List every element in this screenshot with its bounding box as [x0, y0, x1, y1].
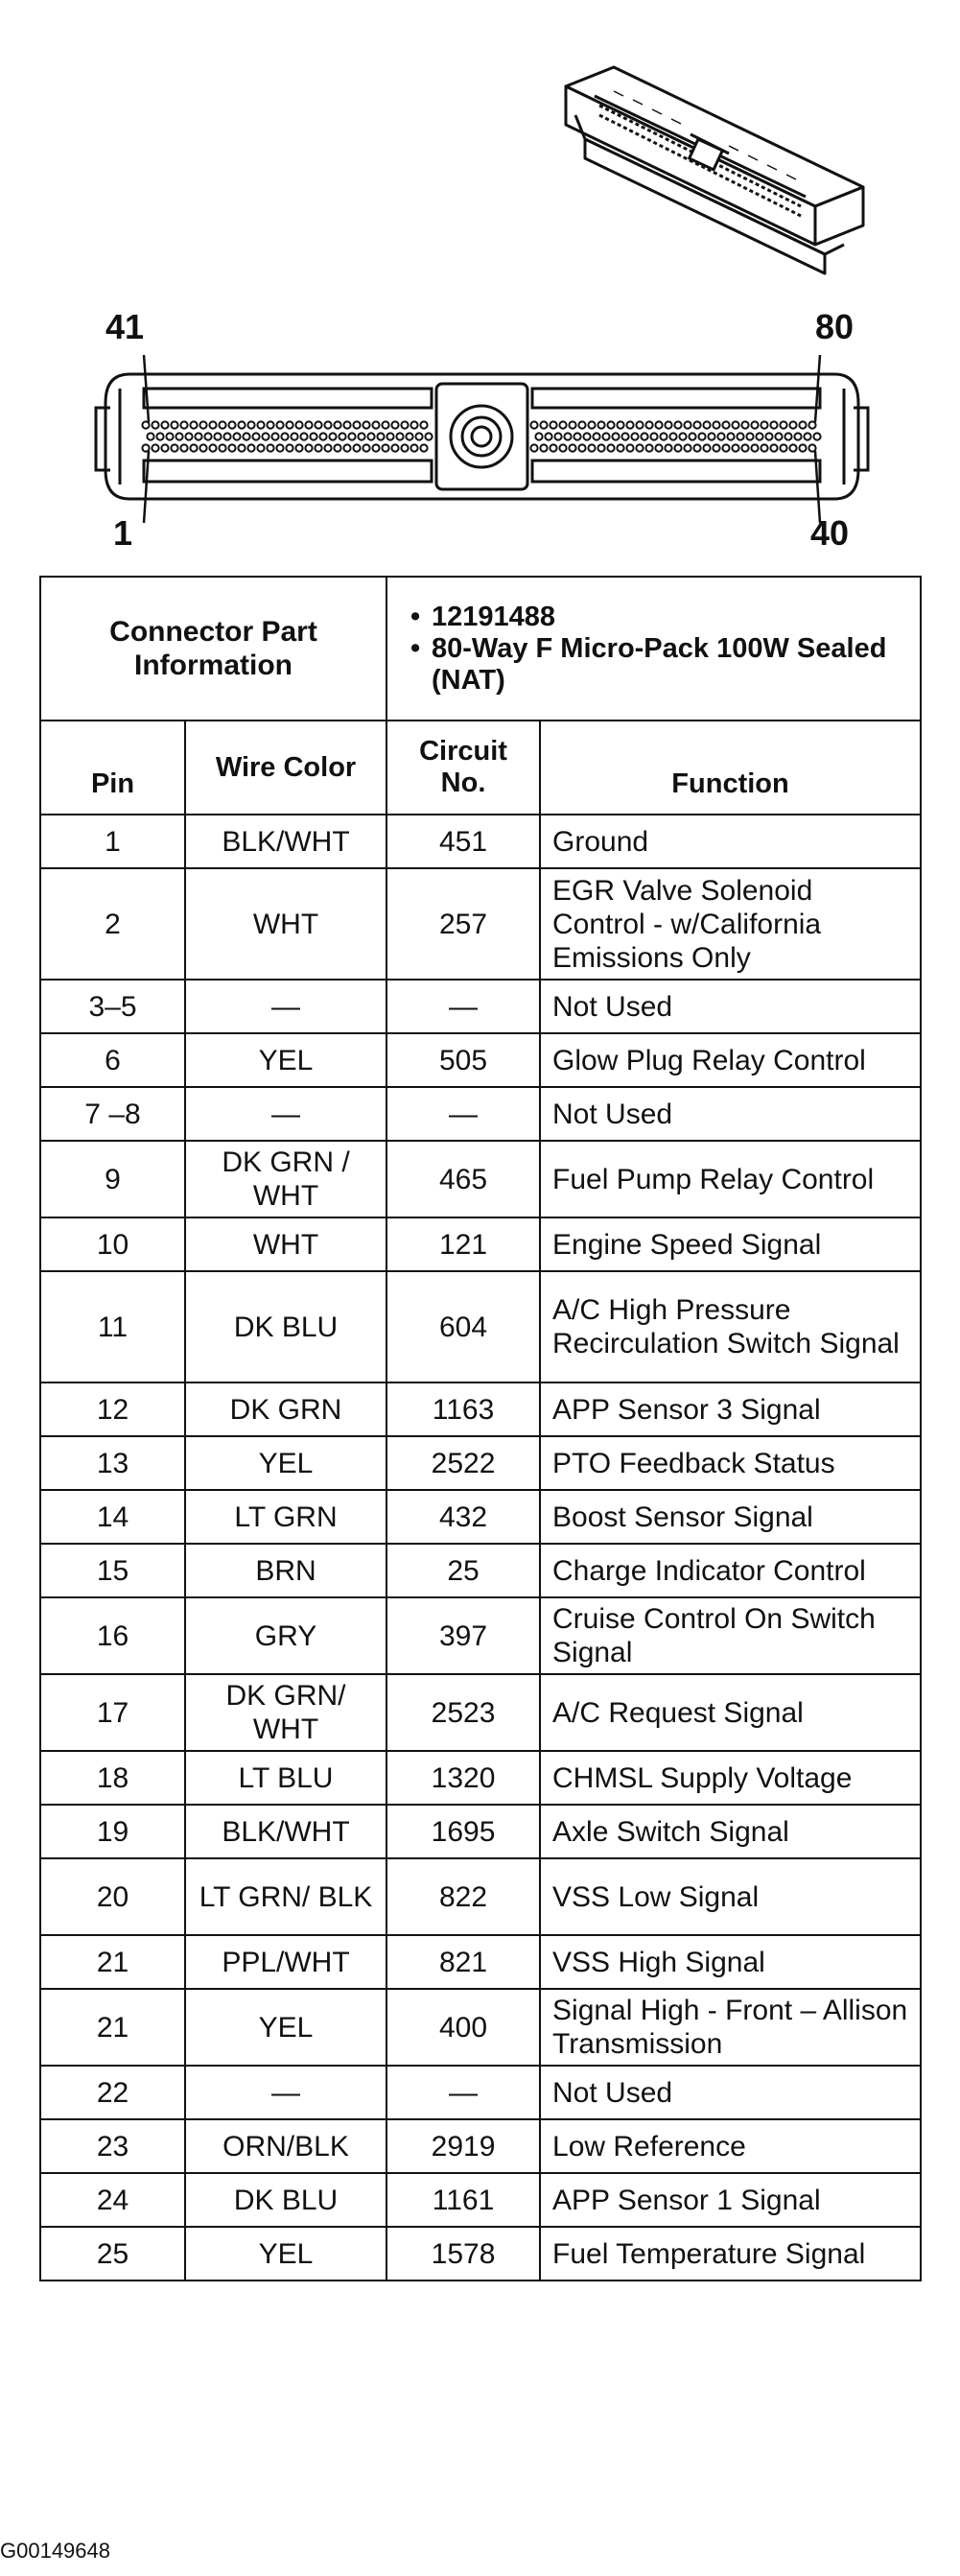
connector-diagram: [0, 0, 960, 576]
wire-color-cell: LT BLU: [185, 1751, 386, 1805]
wire-color-cell: —: [185, 1087, 386, 1141]
circuit-cell: 1578: [386, 2227, 540, 2281]
pin-cell: 14: [40, 1490, 185, 1544]
circuit-cell: —: [386, 2066, 540, 2119]
pin-cell: 6: [40, 1033, 185, 1087]
table-row: [40, 1858, 921, 1935]
table-row: [40, 1436, 921, 1490]
circuit-cell: 121: [386, 1217, 540, 1271]
header-pin: Pin: [40, 721, 185, 815]
function-cell: APP Sensor 1 Signal: [540, 2173, 921, 2227]
function-cell: Signal High - Front – Allison Transmission: [540, 1989, 921, 2066]
function-cell: A/C High Pressure Recirculation Switch Signal: [540, 1271, 921, 1383]
function-cell: VSS High Signal: [540, 1935, 921, 1989]
wire-color-cell: —: [185, 2066, 386, 2119]
circuit-cell: 400: [386, 1989, 540, 2066]
wire-color-cell: GRY: [185, 1597, 386, 1674]
function-cell: Not Used: [540, 2066, 921, 2119]
pin-cell: 13: [40, 1436, 185, 1490]
circuit-cell: 25: [386, 1544, 540, 1597]
table-row: [40, 1674, 921, 1751]
circuit-cell: 604: [386, 1271, 540, 1383]
figure-id: G00149648: [0, 2539, 110, 2563]
circuit-cell: 257: [386, 868, 540, 980]
function-cell: Boost Sensor Signal: [540, 1490, 921, 1544]
wire-color-cell: —: [185, 980, 386, 1033]
pin-cell: 15: [40, 1544, 185, 1597]
pin-label-40: 40: [810, 513, 850, 553]
table-row: [40, 1141, 921, 1217]
function-cell: Fuel Temperature Signal: [540, 2227, 921, 2281]
pin-cell: 19: [40, 1805, 185, 1858]
function-cell: Cruise Control On Switch Signal: [540, 1597, 921, 1674]
pin-cell: 24: [40, 2173, 185, 2227]
function-cell: APP Sensor 3 Signal: [540, 1383, 921, 1436]
function-cell: Charge Indicator Control: [540, 1544, 921, 1597]
pin-label-41: 41: [105, 307, 145, 346]
function-cell: Low Reference: [540, 2119, 921, 2173]
pin-cell: 18: [40, 1751, 185, 1805]
wire-color-cell: YEL: [185, 1033, 386, 1087]
table-row: [40, 1597, 921, 1674]
wire-color-cell: WHT: [185, 868, 386, 980]
circuit-cell: 505: [386, 1033, 540, 1087]
function-cell: Ground: [540, 815, 921, 868]
function-cell: Engine Speed Signal: [540, 1217, 921, 1271]
wire-color-cell: LT GRN: [185, 1490, 386, 1544]
wire-color-cell: WHT: [185, 1217, 386, 1271]
wire-color-cell: BRN: [185, 1544, 386, 1597]
pin-label-80: 80: [815, 307, 855, 346]
table-row: [40, 1271, 921, 1383]
function-cell: Fuel Pump Relay Control: [540, 1141, 921, 1217]
pin-cell: 22: [40, 2066, 185, 2119]
function-cell: VSS Low Signal: [540, 1858, 921, 1935]
table-row: [40, 2173, 921, 2227]
circuit-cell: 397: [386, 1597, 540, 1674]
circuit-cell: 2522: [386, 1436, 540, 1490]
connector-info-values: [386, 577, 921, 721]
table-row: [40, 1490, 921, 1544]
wire-color-cell: DK BLU: [185, 1271, 386, 1383]
wire-color-cell: YEL: [185, 2227, 386, 2281]
info-label-line2: Information: [134, 650, 293, 681]
pin-cell: 25: [40, 2227, 185, 2281]
circuit-cell: 2919: [386, 2119, 540, 2173]
table-row: [40, 2066, 921, 2119]
function-cell: Not Used: [540, 1087, 921, 1141]
circuit-cell: 1161: [386, 2173, 540, 2227]
circuit-cell: 1320: [386, 1751, 540, 1805]
pin-cell: 11: [40, 1271, 185, 1383]
wire-color-cell: BLK/WHT: [185, 815, 386, 868]
circuit-cell: 821: [386, 1935, 540, 1989]
part-number: • 12191488: [399, 602, 908, 633]
pin-cell: 3–5: [40, 980, 185, 1033]
pin-cell: 21: [40, 1935, 185, 1989]
wire-color-cell: BLK/WHT: [185, 1805, 386, 1858]
connector-3d-icon: [0, 0, 960, 576]
function-cell: A/C Request Signal: [540, 1674, 921, 1751]
pin-cell: 21: [40, 1989, 185, 2066]
header-wire-color: Wire Color: [185, 721, 386, 815]
table-row: [40, 1805, 921, 1858]
circuit-cell: 451: [386, 815, 540, 868]
circuit-cell: 822: [386, 1858, 540, 1935]
wire-color-cell: ORN/BLK: [185, 2119, 386, 2173]
pinout-table: [39, 576, 922, 2281]
table-row: [40, 815, 921, 868]
circuit-cell: 432: [386, 1490, 540, 1544]
pin-cell: 16: [40, 1597, 185, 1674]
table-row: [40, 980, 921, 1033]
connector-description: • 80-Way F Micro-Pack 100W Sealed (NAT): [399, 633, 908, 697]
wire-color-cell: DK GRN: [185, 1383, 386, 1436]
pin-cell: 23: [40, 2119, 185, 2173]
function-cell: Not Used: [540, 980, 921, 1033]
wire-color-cell: PPL/WHT: [185, 1935, 386, 1989]
connector-info-row: [40, 577, 921, 721]
table-row: [40, 1751, 921, 1805]
table-row: [40, 1935, 921, 1989]
circuit-cell: —: [386, 1087, 540, 1141]
wire-color-cell: DK GRN / WHT: [185, 1141, 386, 1217]
table-row: [40, 1989, 921, 2066]
header-function: Function: [540, 721, 921, 815]
header-row: [40, 721, 921, 815]
pin-cell: 9: [40, 1141, 185, 1217]
connector-info-label: [40, 577, 386, 721]
circuit-cell: 1695: [386, 1805, 540, 1858]
table-row: [40, 1383, 921, 1436]
wire-color-cell: YEL: [185, 1989, 386, 2066]
table-row: [40, 2119, 921, 2173]
table-row: [40, 868, 921, 980]
function-cell: CHMSL Supply Voltage: [540, 1751, 921, 1805]
pin-cell: 17: [40, 1674, 185, 1751]
info-label-line1: Connector Part: [109, 616, 317, 648]
circuit-cell: 1163: [386, 1383, 540, 1436]
pin-cell: 2: [40, 868, 185, 980]
wire-color-cell: DK BLU: [185, 2173, 386, 2227]
table-row: [40, 1217, 921, 1271]
function-cell: PTO Feedback Status: [540, 1436, 921, 1490]
wire-color-cell: DK GRN/ WHT: [185, 1674, 386, 1751]
pin-cell: 7 –8: [40, 1087, 185, 1141]
circuit-cell: —: [386, 980, 540, 1033]
pin-label-1: 1: [113, 513, 133, 553]
pin-cell: 12: [40, 1383, 185, 1436]
function-cell: Axle Switch Signal: [540, 1805, 921, 1858]
function-cell: EGR Valve Solenoid Control - w/California Emissions Only: [540, 868, 921, 980]
header-circuit: Circuit No.: [386, 721, 540, 815]
table-row: [40, 2227, 921, 2281]
function-cell: Glow Plug Relay Control: [540, 1033, 921, 1087]
table-row: [40, 1087, 921, 1141]
wire-color-cell: LT GRN/ BLK: [185, 1858, 386, 1935]
circuit-cell: 465: [386, 1141, 540, 1217]
table-row: [40, 1544, 921, 1597]
pin-cell: 1: [40, 815, 185, 868]
pin-cell: 20: [40, 1858, 185, 1935]
circuit-cell: 2523: [386, 1674, 540, 1751]
pin-cell: 10: [40, 1217, 185, 1271]
table-row: [40, 1033, 921, 1087]
wire-color-cell: YEL: [185, 1436, 386, 1490]
